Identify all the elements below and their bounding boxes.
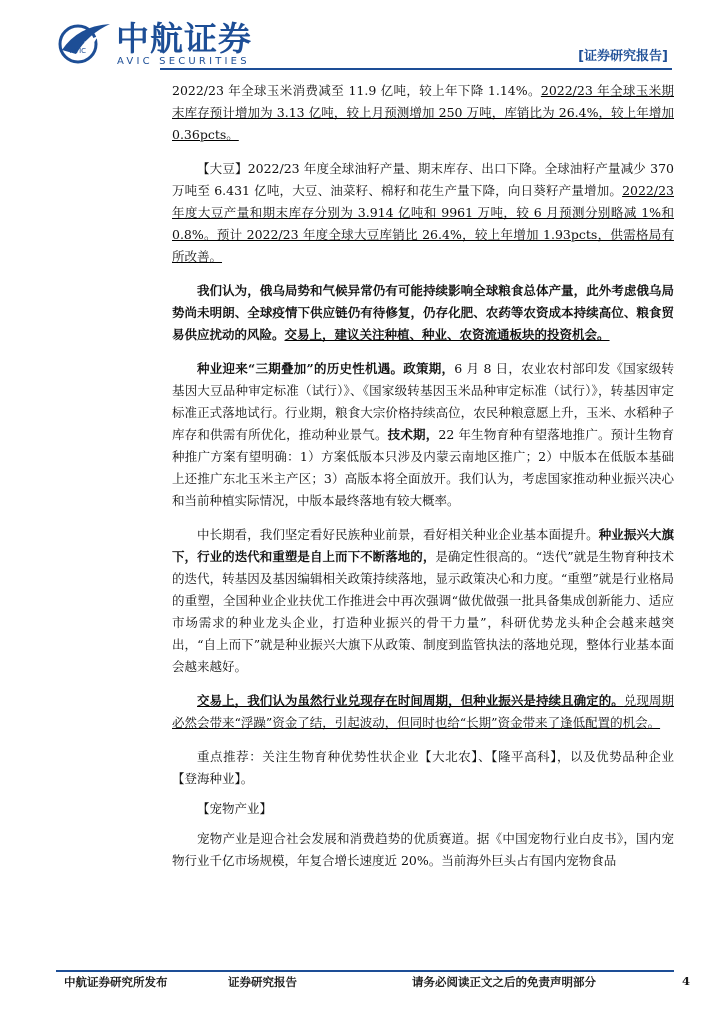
footer-divider (56, 970, 674, 972)
long-term-lead: 中长期看，我们坚定看好民族种业前景，看好相关种业企业基本面提升。 (197, 527, 599, 542)
corn-inventory-text: 2022/23 年全球玉米期末库存预计增加为 3.13 亿吨，较上月预测增加 250 万吨，库销比为 26.4%，较上年增加 0.36pcts。 (172, 83, 674, 142)
pet-paragraph: 宠物产业是迎合社会发展和消费趋势的优质赛道。据《中国宠物行业白皮书》，国内宠物行业千亿市场规模，年复合增长速度近 20%。当前海外巨头占有国内宠物食品 (172, 831, 674, 868)
trade-text: 兑现周期必然会带来“浮躁”资金了结，引起波动，但同时也给“长期”资金带来了逢低配置的机会。 (172, 693, 674, 730)
view-trade-text: 交易上，建议关注种植、种业、农资流通板块的投资机会。 (284, 327, 610, 342)
trade-bold-text: 交易上，我们认为虽然行业兑现存在时间周期，但种业振兴是持续且确定的。 (197, 693, 624, 708)
soybean-paragraph (172, 158, 674, 268)
view-risk-text: 我们认为，俄乌局势和气候异常仍有可能持续影响全球粮食总体产量，此外考虑俄乌局势尚未明朗、全球疫情下供应链仍有待修复，仍存化肥、农药等农资成本持续高位、粮食贸易供应扰动的风险。 (172, 283, 674, 342)
avic-logo-icon (54, 20, 112, 64)
pet-section-title: 【宠物产业】 (197, 801, 273, 816)
seed-tech-lead: 技术期， (387, 427, 439, 442)
recommendation-paragraph: 重点推荐：关注生物育种优势性状企业【大北农】、【隆平高科】，以及优势品种企业【登海种业】。 (172, 749, 674, 786)
page-number: 4 (682, 974, 691, 988)
seed-opportunity-paragraph (172, 358, 674, 512)
footer-disclaimer: 请务必阅读正文之后的免责声明部分 (412, 975, 596, 989)
view-paragraph (172, 280, 674, 346)
page-header (0, 0, 724, 82)
footer-publisher: 中航证券研究所发布 (64, 975, 168, 989)
corn-consumption-text: 2022/23 年全球玉米消费减至 11.9 亿吨，较上年下降 1.14%。 (172, 83, 541, 98)
long-term-bold: 种业振兴大旗下，行业的迭代和重塑是自上而下不断落地的， (172, 527, 674, 564)
footer-report-type: 证券研究报告 (228, 975, 297, 989)
logo-text: AVIC (69, 47, 87, 55)
main-content (172, 80, 674, 872)
trade-paragraph (172, 690, 674, 734)
long-term-text: 是确定性很高的。“迭代”就是生物育种技术的迭代，转基因及基因编辑相关政策持续落地，显示政策决心和力度。“重塑”就是行业格局的重塑，全国种业企业扶优工作推进会中再次强调“做优做强一批具备集成创新能力、适应市场需求的种业龙头企业，打造种业振兴的骨干力量”，科研优势龙头种企会越来越突出，“自上而下”就是种业振兴大旗下从政策、制度到监管执法的落地兑现，整体行业基本面会越来越好。 (172, 549, 674, 674)
brand-name-en: AVIC SECURITIES (117, 56, 250, 67)
soybean-oilseed-text: 【大豆】2022/23 年度全球油籽产量、期末库存、出口下降。全球油籽产量减少 370 万吨至 6.431 亿吨，大豆、油菜籽、棉籽和花生产量下降，向日葵籽产量增加。 (172, 161, 674, 198)
seed-opportunity-lead: 种业迎来“三期叠加”的历史性机遇。政策期， (197, 361, 455, 376)
seed-policy-text: 6 月 8 日，农业农村部印发《国家级转基因大豆品种审定标准（试行）》、《国家级转基因玉米品种审定标准（试行）》，转基因审定标准正式落地试行。行业期，粮食大宗价格持续高位，农民种粮意愿上升，玉米、水稻种子库存和供需有所优化，推动种业景气。 (172, 361, 674, 442)
brand-name-cn: 中航证券 (116, 19, 252, 58)
report-type-tag: [证券研究报告] (578, 49, 668, 64)
seed-tech-text: 22 年生物育种有望落地推广。预计生物育种推广方案有望明确：1）方案低版本只涉及内蒙云南地区推广；2）中版本在低版本基础上还推广东北玉米主产区；3）高版本将全面放开。我们认为，考虑国家推动种业振兴决心和当前种植实际情况，中版本最终落地有较大概率。 (172, 427, 674, 508)
corn-paragraph (172, 80, 674, 146)
header-divider (160, 68, 672, 70)
soybean-forecast-text: 2022/23 年度大豆产量和期末库存分别为 3.914 亿吨和 9961 万吨，较 6 月预测分别略减 1%和 0.8%。预计 2022/23 年度全球大豆库销比 26.4%，较上年增加 1.93pcts，供需格局有所改善。 (172, 183, 674, 264)
long-term-paragraph (172, 524, 674, 678)
